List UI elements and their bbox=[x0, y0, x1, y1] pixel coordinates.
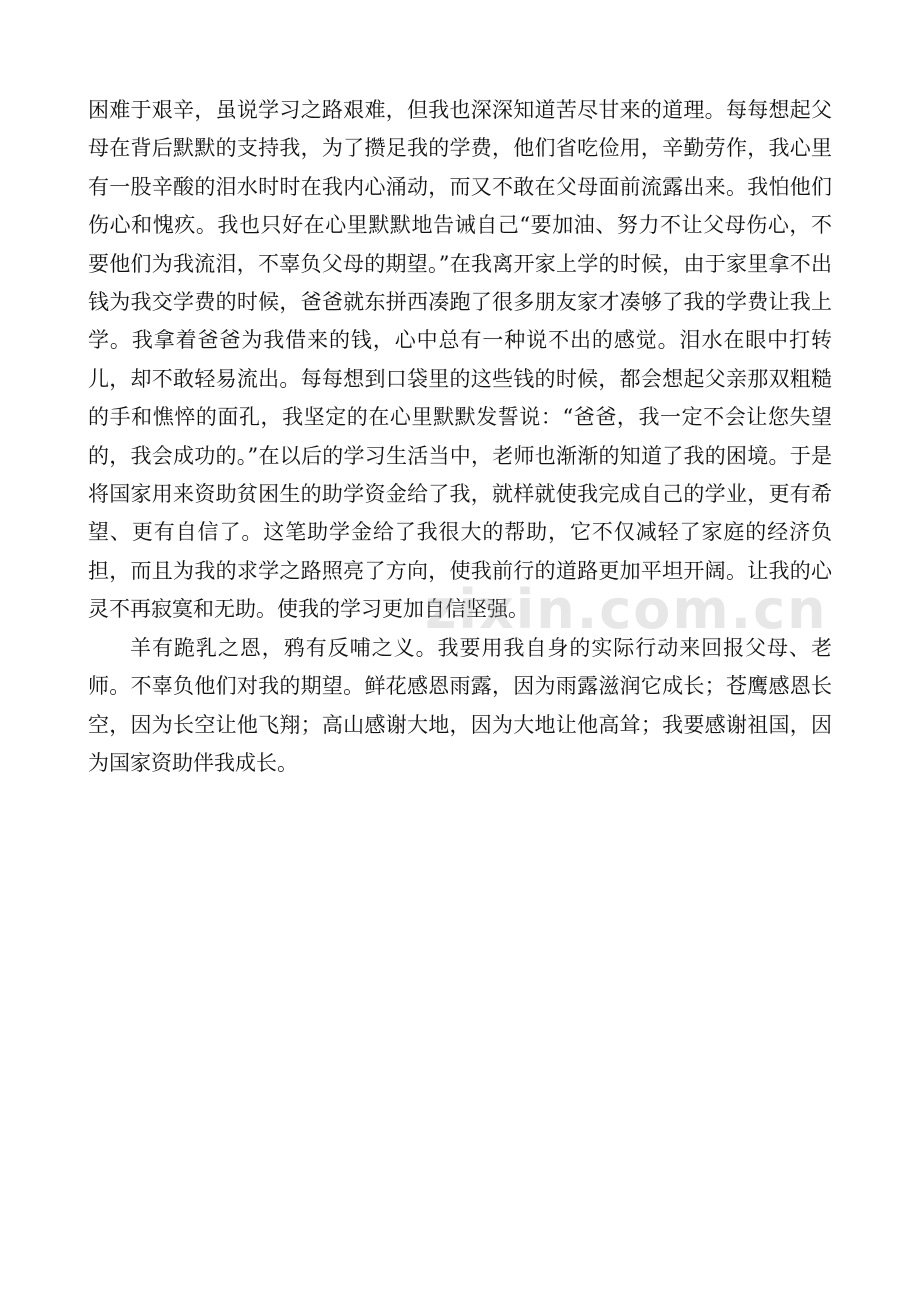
watermark-text: zixin.com.cn bbox=[425, 578, 828, 641]
paragraph-2: 羊有跪乳之恩，鸦有反哺之义。我要用我自身的实际行动来回报父母、老师。不辜负他们对我的期望。鲜花感恩雨露，因为雨露滋润它成长；苍鹰感恩长空，因为长空让他飞翔；高山感谢大地，因为大地让他高耸；我要感谢祖国，因为国家资助伴我成长。 bbox=[88, 635, 832, 775]
paragraph-1: 困难于艰辛，虽说学习之路艰难，但我也深深知道苦尽甘来的道理。每每想起父母在背后默默的支持我，为了攒足我的学费，他们省吃俭用，辛勤劳作，我心里有一股辛酸的泪水时时在我内心涌动，而又不敢在父母面前流露出来。我怕他们伤心和愧疚。我也只好在心里默默地告诫自己“要加油、努力不让父母伤心，不要他们为我流泪，不辜负父母的期望。”在我离开家上学的时候，由于家里拿不出钱为我交学费的时候，爸爸就东拼西凑跑了很多朋友家才凑够了我的学费让我上学。我拿着爸爸为我借来的钱，心中总有一种说不出的感觉。泪水在眼中打转儿，却不敢轻易流出。每每想到口袋里的这些钱的时候，都会想起父亲那双粗糙的手和憔悴的面孔，我坚定的在心里默默发誓说：“爸爸，我一定不会让您失望的，我会成功的。”在以后的学习生活当中，老师也渐渐的知道了我的困境。于是将国家用来资助贫困生的助学资金给了我，就样就使我完成自己的学业，更有希望、更有自信了。这笔助学金给了我很大的帮助，它不仅减轻了家庭的经济负担，而且为我的求学之路照亮了方向，使我前行的道路更加平坦开阔。让我的心灵不再寂寞和无助。使我的学习更加自信坚强。 bbox=[88, 98, 832, 622]
document-body bbox=[88, 91, 832, 782]
